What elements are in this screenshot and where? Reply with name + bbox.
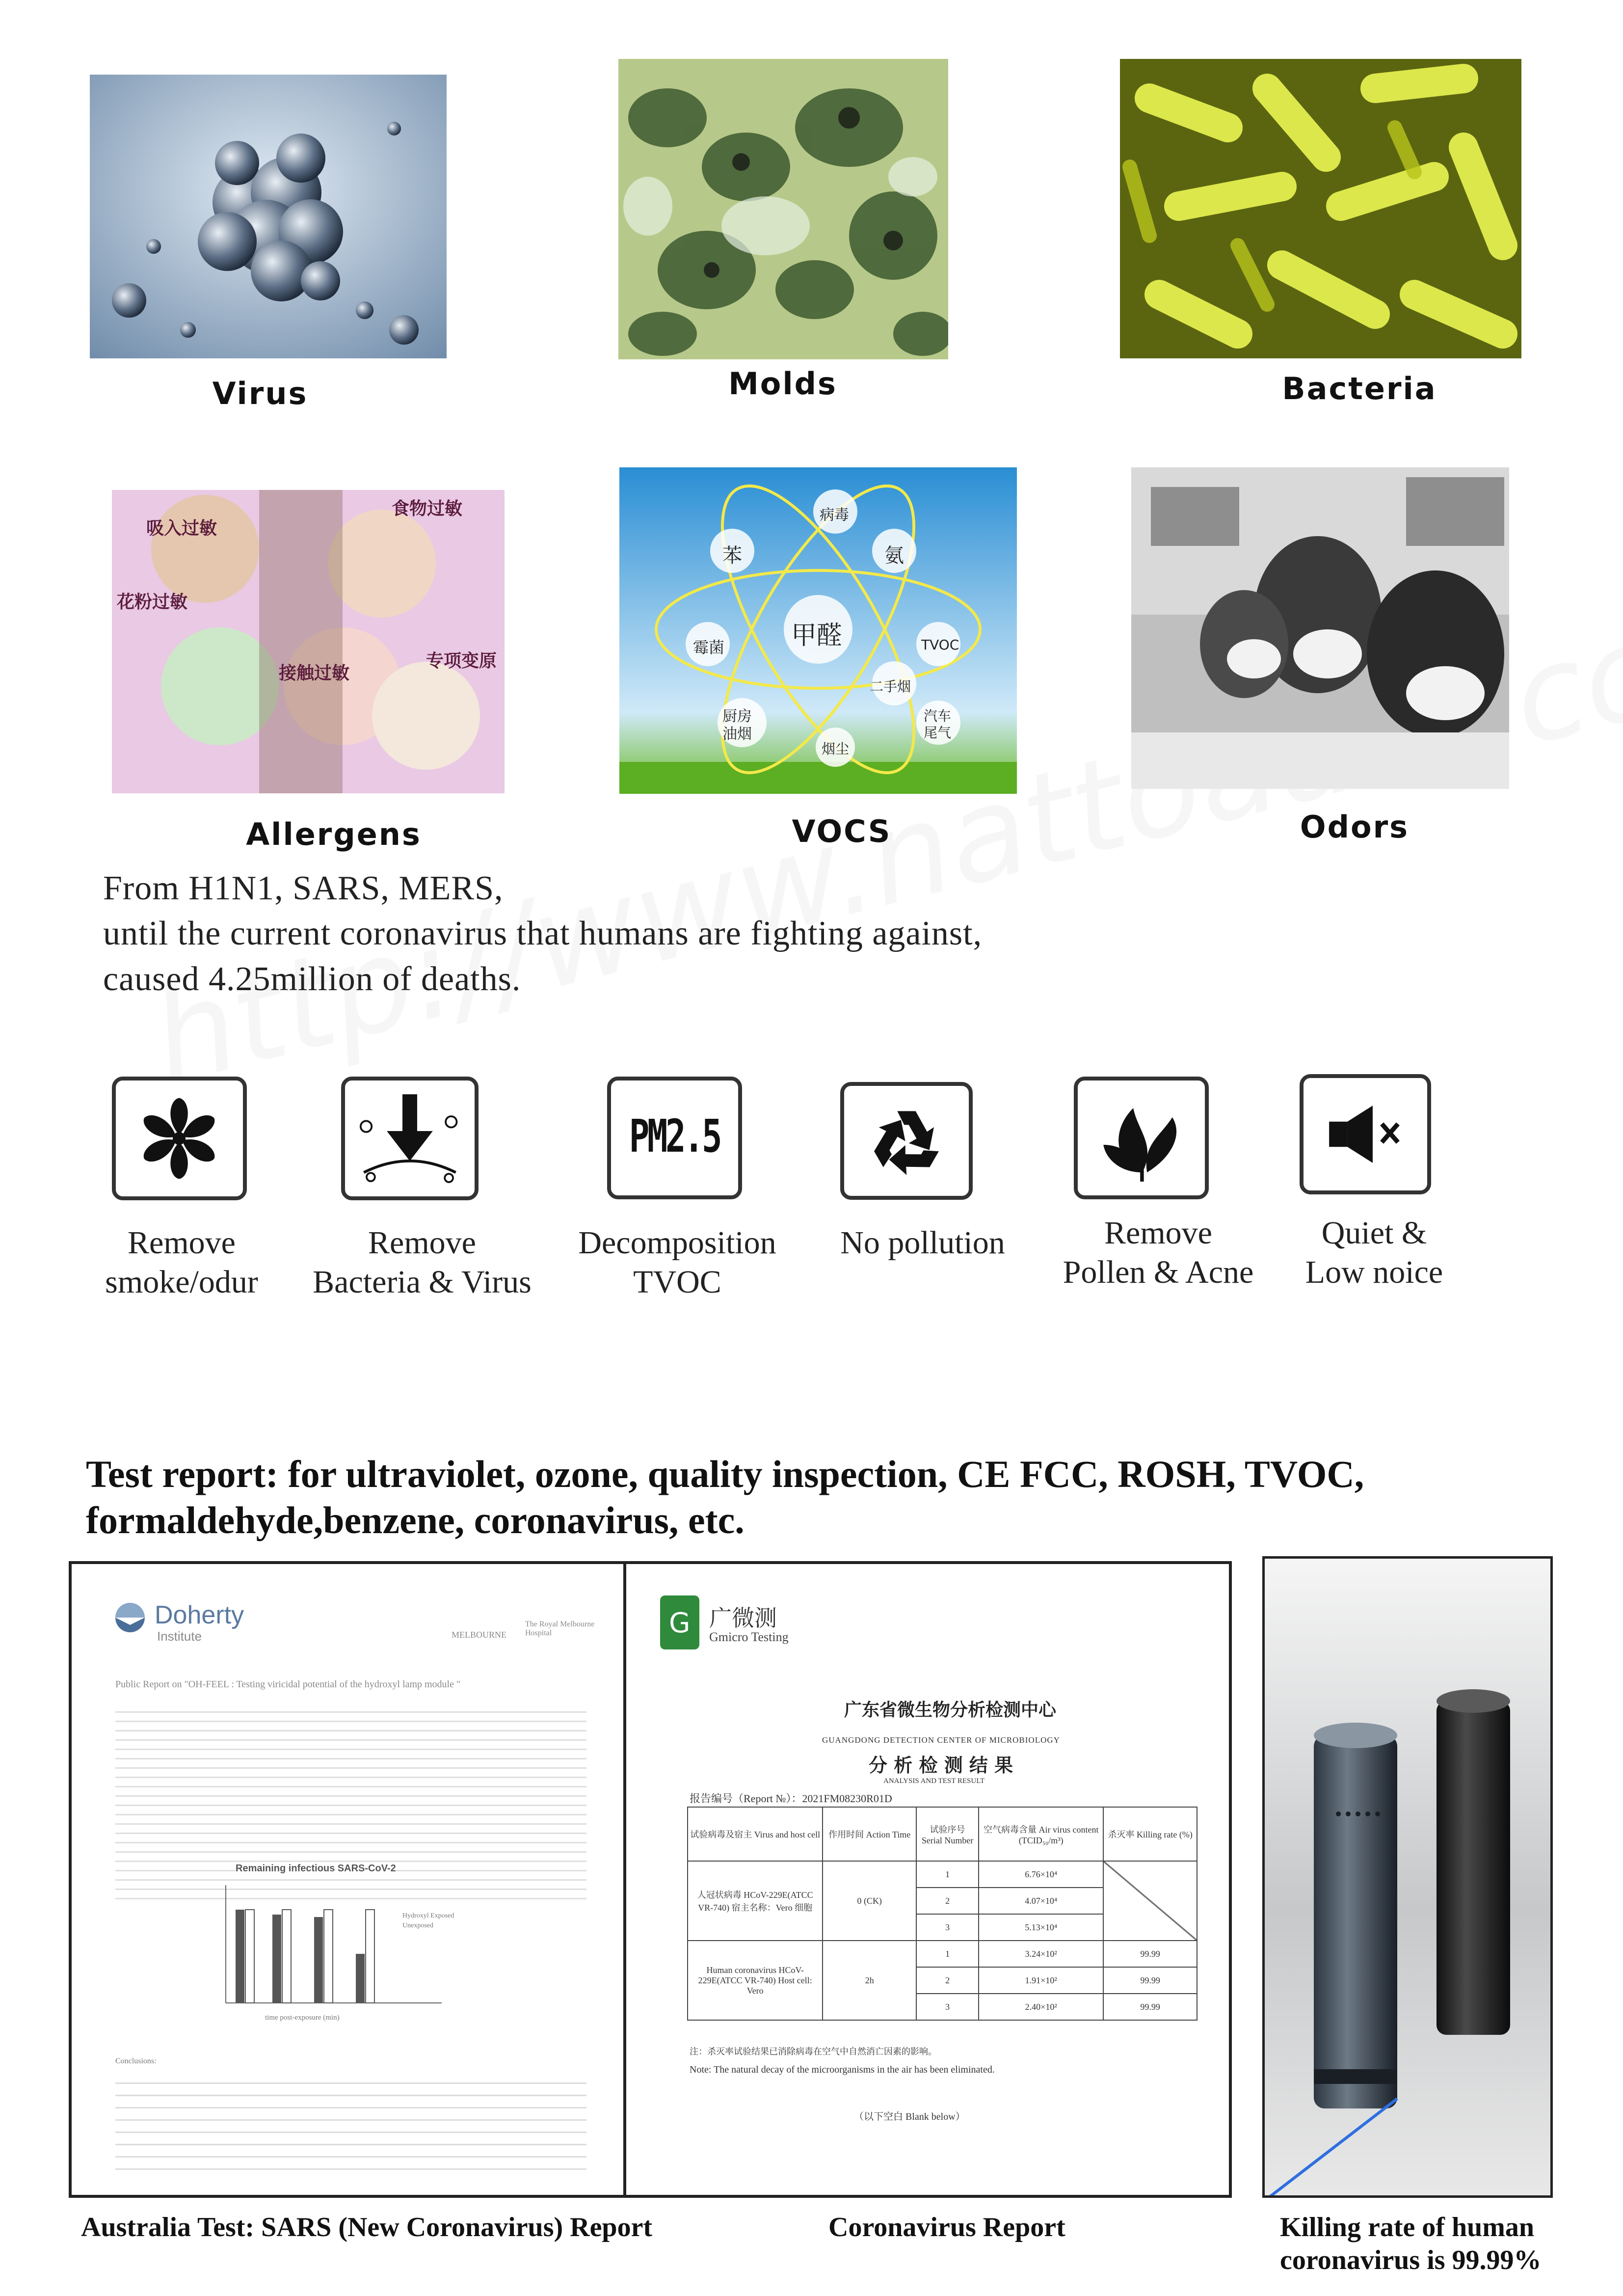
australia-report-caption: Australia Test: SARS (New Coronavirus) Report (81, 2212, 653, 2242)
bacteria-image (1120, 59, 1521, 358)
vocs-label-7: 二手烟 (870, 678, 911, 695)
feature-2-label (299, 1223, 545, 1302)
vocs-label-1: 病毒 (820, 507, 849, 524)
gmicro-report-no: 报告编号（Report №）：2021FM08230R01D (690, 1792, 892, 1805)
table-cell: 人冠状病毒 HCoV-229E(ATCC VR-740) 宿主名称：Vero 细胞 (688, 1861, 823, 1941)
killing-rate-caption-line-1: Killing rate of human (1280, 2212, 1535, 2242)
fan-icon (112, 1077, 247, 1200)
table-cell: 99.99 (1103, 1941, 1197, 1967)
product-image (1262, 1556, 1553, 2198)
table-cell: 4.07×10⁴ (979, 1888, 1103, 1914)
table-cell: Human coronavirus HCoV-229E(ATCC VR-740) Host cell: Vero (688, 1941, 823, 2020)
table-cell: 2 (916, 1967, 979, 1994)
gmicro-logo-en: Gmicro Testing (709, 1630, 789, 1644)
feature-6-label (1276, 1214, 1472, 1292)
doherty-logo-sub: Institute (157, 1629, 202, 1644)
gmicro-blank-below: （以下空白 Blank below） (854, 2111, 965, 2122)
table-header-cell: 作用时间 Action Time (823, 1807, 916, 1861)
mute-speaker-icon (1300, 1074, 1431, 1194)
table-cell: 1.91×10² (979, 1967, 1103, 1994)
gmicro-note-cn: 注：杀灭率试验结果已消除病毒在空气中自然消亡因素的影响。 (690, 2047, 937, 2057)
gmicro-note-en: Note: The natural decay of the microorganisms in the air has been eliminated. (690, 2064, 995, 2075)
feature-5-line-2: Pollen & Acne (1063, 1254, 1254, 1290)
allergen-label-1: 吸入过敏 (146, 518, 217, 539)
vocs-caption: VOCS (792, 813, 892, 849)
table-header-cell: 试验病毒及宿主 Virus and host cell (688, 1807, 823, 1861)
table-cell: 3 (916, 1994, 979, 2020)
allergen-label-4: 接触过敏 (279, 663, 350, 683)
intro-line-2: until the current coronavirus that humans are fighting against, (103, 915, 983, 952)
feature-2-line-2: Bacteria & Virus (313, 1264, 532, 1300)
hospital-logo: The Royal Melbourne Hospital (525, 1620, 595, 1637)
table-cell: 2h (823, 1941, 916, 2020)
table-header-row (688, 1807, 1197, 1861)
feature-4-line-1: No pollution (840, 1225, 1005, 1261)
doherty-heading: Public Report on "OH-FEEL : Testing viricidal potential of the hydroxyl lamp module " (115, 1679, 461, 1690)
melbourne-logo: MELBOURNE (452, 1630, 506, 1640)
table-header-cell: 试验序号 Serial Number (916, 1807, 979, 1861)
table-cell: 2 (916, 1888, 979, 1914)
odors-caption: Odors (1300, 809, 1410, 845)
intro-line-3: caused 4.25million of deaths. (103, 960, 521, 998)
doherty-logo-icon (110, 1598, 150, 1637)
feature-3-line-2: TVOC (633, 1264, 721, 1300)
vocs-label-5: 霉菌 (693, 638, 725, 657)
doherty-xlabel: time post-exposure (min) (265, 2014, 340, 2022)
feature-3-label (564, 1223, 790, 1302)
gmicro-center-cn: 广东省微生物分析检测中心 (844, 1700, 1057, 1720)
feature-5-line-1: Remove (1104, 1215, 1212, 1251)
doherty-legend-2: Unexposed (402, 1922, 433, 1929)
doherty-conclusion-text (115, 2072, 586, 2170)
table-row (688, 1941, 1197, 1967)
table-header-cell: 杀灭率 Killing rate (%) (1103, 1807, 1197, 1861)
feature-3-line-1: Decomposition (578, 1225, 776, 1261)
molds-caption: Molds (728, 366, 837, 402)
table-cell: 1 (916, 1941, 979, 1967)
doherty-report (74, 1566, 621, 2194)
feature-2-line-1: Remove (368, 1225, 476, 1261)
coronavirus-report-caption: Coronavirus Report (828, 2212, 1065, 2242)
allergen-label-2: 食物过敏 (392, 499, 463, 519)
vocs-label-4: 甲醛 (791, 621, 843, 650)
table-cell: 2.40×10² (979, 1994, 1103, 2020)
gmicro-result-cn: 分 析 检 测 结 果 (869, 1755, 1013, 1776)
feature-1-line-1: Remove (128, 1225, 236, 1261)
feature-6-line-1: Quiet & (1321, 1215, 1427, 1251)
recycle-icon (840, 1082, 973, 1200)
table-row (688, 1861, 1197, 1888)
killing-rate-caption-line-2: coronavirus is 99.99% (1280, 2245, 1542, 2275)
virus-caption: Virus (212, 376, 308, 411)
gmicro-report (628, 1566, 1228, 2194)
vocs-label-8: 厨房油烟 (722, 708, 752, 743)
doherty-bar-chart (216, 1880, 452, 2027)
table-cell: 99.99 (1103, 1967, 1197, 1994)
pm25-icon (607, 1077, 742, 1199)
feature-6-line-2: Low noice (1305, 1254, 1443, 1290)
svg-text:G: G (669, 1607, 691, 1639)
gmicro-logo-cn: 广微测 (709, 1605, 777, 1631)
table-cell (1103, 1861, 1197, 1941)
table-header-cell: 空气病毒含量 Air virus content (TCID₅₀/m³) (979, 1807, 1103, 1861)
doherty-legend-1: Hydroxyl Exposed (402, 1912, 454, 1919)
allergen-label-3: 花粉过敏 (117, 592, 188, 612)
vocs-image (619, 467, 1017, 794)
pm25-icon-text: PM2.5 (629, 1110, 720, 1162)
reports-divider (623, 1561, 626, 2198)
down-arrow-icon (341, 1077, 479, 1200)
gmicro-center-en: GUANGDONG DETECTION CENTER OF MICROBIOLOGY (822, 1735, 1060, 1745)
table-cell: 5.13×10⁴ (979, 1914, 1103, 1941)
feature-1-line-2: smoke/odur (105, 1264, 258, 1300)
doherty-logo: Doherty (155, 1601, 244, 1629)
odors-image (1131, 467, 1509, 789)
table-cell: 6.76×10⁴ (979, 1861, 1103, 1888)
vocs-label-6: TVOC (921, 637, 959, 653)
feature-5-label (1040, 1214, 1276, 1292)
gmicro-logo-icon (655, 1593, 704, 1652)
feature-4-label (815, 1223, 1031, 1263)
molds-image (618, 59, 948, 359)
virus-image (90, 75, 447, 358)
allergens-caption: Allergens (246, 816, 422, 852)
vocs-label-10: 烟尘 (822, 741, 850, 757)
report-title-line-1: Test report: for ultraviolet, ozone, quality inspection, CE FCC, ROSH, TVOC, (86, 1453, 1364, 1495)
allergen-label-5: 专项变原 (426, 651, 497, 671)
table-cell: 3 (916, 1914, 979, 1941)
allergens-image (112, 490, 505, 793)
vocs-label-9: 汽车尾气 (924, 708, 952, 741)
gmicro-result-table (687, 1807, 1197, 2021)
table-cell: 3.24×10² (979, 1941, 1103, 1967)
report-title-line-2: formaldehyde,benzene, coronavirus, etc. (86, 1499, 745, 1541)
vocs-label-2: 苯 (722, 544, 742, 567)
doherty-conclusions: Conclusions: (115, 2057, 157, 2065)
intro-line-1: From H1N1, SARS, MERS, (103, 869, 504, 907)
bacteria-caption: Bacteria (1282, 371, 1437, 406)
table-cell: 99.99 (1103, 1994, 1197, 2020)
gmicro-result-en: ANALYSIS AND TEST RESULT (883, 1777, 985, 1785)
table-cell: 1 (916, 1861, 979, 1888)
vocs-label-3: 氨 (884, 544, 904, 567)
table-cell: 0 (CK) (823, 1861, 916, 1941)
doherty-chart-title: Remaining infectious SARS-CoV-2 (236, 1863, 396, 1874)
feature-1-label (79, 1223, 285, 1302)
leaf-icon (1074, 1077, 1209, 1199)
